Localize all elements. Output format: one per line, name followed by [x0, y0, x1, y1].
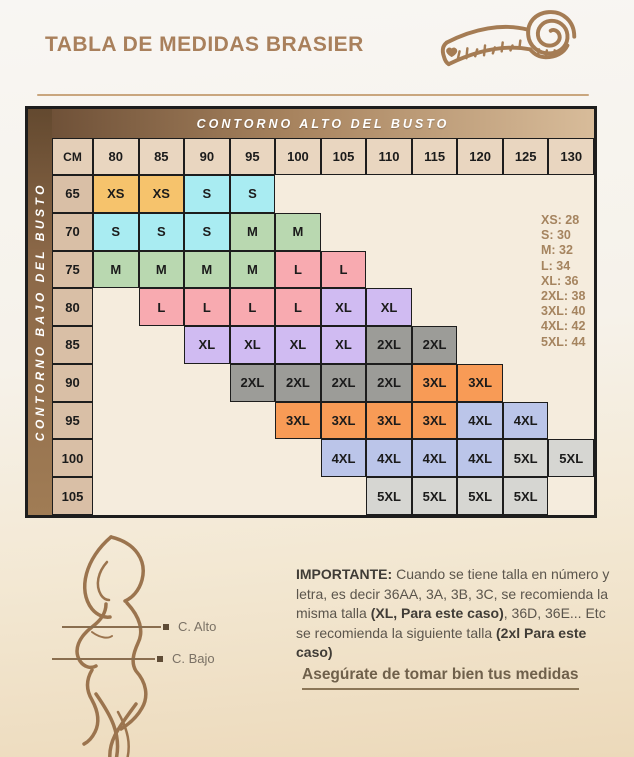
empty-cell: [93, 364, 139, 402]
importante-note: [296, 565, 618, 663]
legend-item: 2XL: 38: [541, 289, 586, 304]
size-cell-105-115: 5XL: [412, 477, 458, 515]
row-label-80: 80: [52, 288, 93, 326]
col-header-125: 125: [503, 138, 549, 175]
legend-item: M: 32: [541, 243, 573, 258]
empty-cell: [321, 175, 367, 213]
size-cell-80-95: L: [230, 288, 276, 326]
importante-text-segment: Cuando se tiene talla en número y letra, es decir 36AA, 3A, 3B, 3C, se recomienda la misma talla: [296, 566, 610, 621]
empty-cell: [457, 175, 503, 213]
size-cell-100-120: 4XL: [457, 439, 503, 477]
size-cell-85-115: 2XL: [412, 326, 458, 364]
empty-cell: [366, 175, 412, 213]
size-cell-100-130: 5XL: [548, 439, 594, 477]
col-header-95: 95: [230, 138, 276, 175]
empty-cell: [366, 213, 412, 251]
size-cell-75-95: M: [230, 251, 276, 289]
size-cell-95-120: 4XL: [457, 402, 503, 440]
empty-cell: [275, 175, 321, 213]
row-label-100: 100: [52, 439, 93, 477]
size-cell-80-90: L: [184, 288, 230, 326]
size-cell-95-100: 3XL: [275, 402, 321, 440]
alto-marker-square: [163, 624, 169, 630]
size-cell-70-85: S: [139, 213, 185, 251]
size-cell-75-100: L: [275, 251, 321, 289]
empty-cell: [548, 477, 594, 515]
empty-cell: [275, 439, 321, 477]
empty-cell: [412, 251, 458, 289]
empty-cell: [275, 477, 321, 515]
legend-item: 3XL: 40: [541, 304, 586, 319]
empty-cell: [139, 402, 185, 440]
legend-item: L: 34: [541, 258, 571, 273]
empty-cell: [457, 213, 503, 251]
col-header-85: 85: [139, 138, 185, 175]
empty-cell: [321, 477, 367, 515]
size-cell-90-115: 3XL: [412, 364, 458, 402]
size-cell-105-120: 5XL: [457, 477, 503, 515]
size-cell-100-105: 4XL: [321, 439, 367, 477]
size-cell-90-95: 2XL: [230, 364, 276, 402]
left-axis-label: CONTORNO BAJO DEL BUSTO: [33, 182, 47, 442]
col-header-110: 110: [366, 138, 412, 175]
size-cell-80-105: XL: [321, 288, 367, 326]
empty-cell: [548, 175, 594, 213]
measuring-tape-icon: [436, 6, 588, 81]
size-cell-80-100: L: [275, 288, 321, 326]
empty-cell: [139, 477, 185, 515]
size-cell-105-125: 5XL: [503, 477, 549, 515]
left-axis-header: [28, 109, 52, 515]
empty-cell: [230, 402, 276, 440]
legend-item: S: 30: [541, 228, 571, 243]
col-header-105: 105: [321, 138, 367, 175]
importante-text-segment: , 36D, 36E... Etc se recomienda la siguiente talla: [296, 605, 606, 641]
col-header-115: 115: [412, 138, 458, 175]
empty-cell: [548, 364, 594, 402]
size-cell-75-85: M: [139, 251, 185, 289]
empty-cell: [230, 439, 276, 477]
size-cell-100-110: 4XL: [366, 439, 412, 477]
alto-line: [62, 626, 161, 628]
size-cell-90-105: 2XL: [321, 364, 367, 402]
header-divider: [37, 94, 589, 96]
empty-cell: [503, 364, 549, 402]
contorno-bajo-indicator: [52, 651, 215, 666]
empty-cell: [503, 175, 549, 213]
female-body-silhouette: [48, 534, 208, 757]
bajo-label: C. Bajo: [172, 651, 215, 666]
size-cell-70-90: S: [184, 213, 230, 251]
size-cell-105-110: 5XL: [366, 477, 412, 515]
row-label-65: 65: [52, 175, 93, 213]
col-header-120: 120: [457, 138, 503, 175]
empty-cell: [184, 439, 230, 477]
alto-label: C. Alto: [178, 619, 217, 634]
page-title: TABLA DE MEDIDAS BRASIER: [45, 33, 364, 56]
row-label-85: 85: [52, 326, 93, 364]
size-cell-95-125: 4XL: [503, 402, 549, 440]
row-label-95: 95: [52, 402, 93, 440]
col-header-130: 130: [548, 138, 594, 175]
empty-cell: [230, 477, 276, 515]
size-cell-65-85: XS: [139, 175, 185, 213]
size-cell-70-80: S: [93, 213, 139, 251]
legend-item: XL: 36: [541, 273, 579, 288]
size-cell-75-105: L: [321, 251, 367, 289]
top-axis-header: CONTORNO ALTO DEL BUSTO: [52, 109, 594, 138]
size-cell-85-110: 2XL: [366, 326, 412, 364]
size-cell-85-90: XL: [184, 326, 230, 364]
size-cell-80-110: XL: [366, 288, 412, 326]
empty-cell: [366, 251, 412, 289]
legend-item: 5XL: 44: [541, 334, 586, 349]
empty-cell: [457, 326, 503, 364]
size-cell-85-100: XL: [275, 326, 321, 364]
size-cell-65-95: S: [230, 175, 276, 213]
size-table: [25, 106, 597, 518]
size-cell-80-85: L: [139, 288, 185, 326]
empty-cell: [184, 402, 230, 440]
empty-cell: [184, 364, 230, 402]
empty-cell: [139, 364, 185, 402]
col-header-90: 90: [184, 138, 230, 175]
size-cell-95-110: 3XL: [366, 402, 412, 440]
empty-cell: [457, 288, 503, 326]
empty-cell: [93, 326, 139, 364]
row-label-105: 105: [52, 477, 93, 515]
size-cell-75-90: M: [184, 251, 230, 289]
size-cell-90-120: 3XL: [457, 364, 503, 402]
size-cell-85-105: XL: [321, 326, 367, 364]
legend-item: 4XL: 42: [541, 319, 586, 334]
empty-cell: [139, 326, 185, 364]
size-cell-90-100: 2XL: [275, 364, 321, 402]
empty-cell: [548, 402, 594, 440]
bajo-line: [52, 658, 155, 660]
table-main: [52, 109, 594, 515]
empty-cell: [321, 213, 367, 251]
size-cell-100-125: 5XL: [503, 439, 549, 477]
footer-note: Asegúrate de tomar bien tus medidas: [302, 666, 579, 690]
importante-bold-segment: (2xl Para este caso): [296, 624, 587, 660]
contorno-alto-indicator: [62, 619, 216, 634]
col-header-80: 80: [93, 138, 139, 175]
importante-bold-segment: (XL, Para este caso): [370, 605, 504, 621]
row-label-75: 75: [52, 251, 93, 289]
row-label-70: 70: [52, 213, 93, 251]
empty-cell: [412, 213, 458, 251]
size-legend: [541, 213, 585, 350]
corner-cm-label: CM: [52, 138, 93, 175]
size-cell-65-90: S: [184, 175, 230, 213]
empty-cell: [93, 288, 139, 326]
size-cell-95-115: 3XL: [412, 402, 458, 440]
empty-cell: [412, 288, 458, 326]
size-cell-85-95: XL: [230, 326, 276, 364]
size-cell-70-95: M: [230, 213, 276, 251]
empty-cell: [139, 439, 185, 477]
empty-cell: [184, 477, 230, 515]
empty-cell: [93, 477, 139, 515]
col-header-100: 100: [275, 138, 321, 175]
empty-cell: [412, 175, 458, 213]
size-cell-90-110: 2XL: [366, 364, 412, 402]
empty-cell: [93, 402, 139, 440]
importante-bold-segment: IMPORTANTE:: [296, 566, 397, 582]
bajo-marker-square: [157, 656, 163, 662]
empty-cell: [457, 251, 503, 289]
size-cell-95-105: 3XL: [321, 402, 367, 440]
size-cell-100-115: 4XL: [412, 439, 458, 477]
size-cell-75-80: M: [93, 251, 139, 289]
empty-cell: [93, 439, 139, 477]
row-label-90: 90: [52, 364, 93, 402]
size-cell-65-80: XS: [93, 175, 139, 213]
size-cell-70-100: M: [275, 213, 321, 251]
size-grid: [52, 138, 594, 515]
legend-item: XS: 28: [541, 213, 580, 227]
